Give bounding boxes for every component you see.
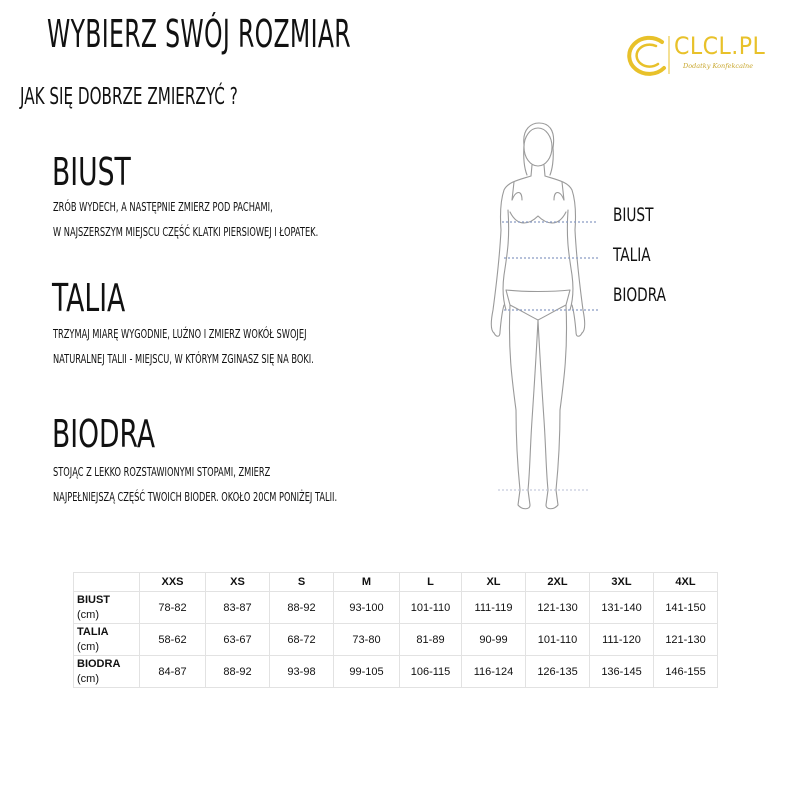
page-title: WYBIERZ SWÓJ ROZMIAR: [47, 12, 351, 56]
row-label: BIODRA: [77, 657, 121, 670]
section-text-hips: [53, 459, 337, 509]
section-text-waist: [53, 321, 314, 371]
section-heading-hips: BIODRA: [52, 412, 156, 456]
section-text-line: NAJPEŁNIEJSZĄ CZĘŚĆ TWOICH BIODER. OKOŁO 20CM PONIŻEJ TALII.: [53, 489, 338, 504]
table-cell: 83-87: [206, 592, 270, 624]
table-header-row: [74, 573, 718, 592]
row-label: TALIA: [77, 625, 109, 638]
section-text-line: W NAJSZERSZYM MIEJSCU CZĘŚĆ KLATKI PIERSIOWEJ I ŁOPATEK.: [53, 224, 319, 239]
table-cell: 73-80: [334, 624, 400, 656]
table-header-cell: 4XL: [654, 573, 718, 592]
figure-label-hips: BIODRA: [613, 284, 667, 306]
table-header-cell: S: [270, 573, 334, 592]
table-header-cell: XXS: [140, 573, 206, 592]
table-header-cell: [74, 573, 140, 592]
table-row-header: [74, 592, 140, 624]
page-subtitle: JAK SIĘ DOBRZE ZMIERZYĆ ?: [20, 84, 238, 110]
section-text-line: ZRÓB WYDECH, A NASTĘPNIE ZMIERZ POD PACHAMI,: [53, 199, 273, 214]
table-cell: 101-110: [400, 592, 462, 624]
table-header-cell: 3XL: [590, 573, 654, 592]
table-header-cell: L: [400, 573, 462, 592]
table-cell: 68-72: [270, 624, 334, 656]
row-label: BIUST: [77, 593, 110, 606]
section-text-line: TRZYMAJ MIARĘ WYGODNIE, LUŹNO I ZMIERZ WOKÓŁ SWOJEJ: [53, 326, 307, 341]
table-cell: 90-99: [462, 624, 526, 656]
table-cell: 111-120: [590, 624, 654, 656]
table-row: [74, 592, 718, 624]
table-cell: 121-130: [654, 624, 718, 656]
table-cell: 141-150: [654, 592, 718, 624]
size-table: [73, 572, 718, 688]
table-cell: 78-82: [140, 592, 206, 624]
table-cell: 131-140: [590, 592, 654, 624]
table-cell: 116-124: [462, 656, 526, 688]
table-row: [74, 624, 718, 656]
table-header-cell: XL: [462, 573, 526, 592]
brand-logo-text: CLCL.PL: [674, 32, 766, 60]
table-cell: 106-115: [400, 656, 462, 688]
section-heading-waist: TALIA: [52, 276, 126, 320]
table-cell: 84-87: [140, 656, 206, 688]
section-text-line: STOJĄC Z LEKKO ROZSTAWIONYMI STOPAMI, ZMIERZ: [53, 464, 271, 479]
table-cell: 88-92: [270, 592, 334, 624]
table-cell: 111-119: [462, 592, 526, 624]
table-header-cell: XS: [206, 573, 270, 592]
brand-logo-tagline: Dodatky Konfekcalne: [683, 62, 754, 70]
table-cell: 93-100: [334, 592, 400, 624]
section-text-line: NATURALNEJ TALII - MIEJSCU, W KTÓRYM ZGINASZ SIĘ NA BOKI.: [53, 351, 314, 366]
table-cell: 146-155: [654, 656, 718, 688]
table-cell: 81-89: [400, 624, 462, 656]
table-cell: 88-92: [206, 656, 270, 688]
table-cell: 99-105: [334, 656, 400, 688]
table-cell: 121-130: [526, 592, 590, 624]
table-row: [74, 656, 718, 688]
body-figure-icon: [478, 120, 608, 520]
table-cell: 136-145: [590, 656, 654, 688]
table-header-cell: 2XL: [526, 573, 590, 592]
table-row-header: [74, 656, 140, 688]
section-text-bust: [53, 194, 318, 244]
table-cell: 58-62: [140, 624, 206, 656]
row-unit: (cm): [77, 672, 99, 685]
table-cell: 101-110: [526, 624, 590, 656]
table-row-header: [74, 624, 140, 656]
row-unit: (cm): [77, 608, 99, 621]
table-header-cell: M: [334, 573, 400, 592]
figure-label-waist: TALIA: [613, 244, 651, 266]
table-cell: 93-98: [270, 656, 334, 688]
section-heading-bust: BIUST: [52, 150, 131, 194]
table-cell: 126-135: [526, 656, 590, 688]
table-cell: 63-67: [206, 624, 270, 656]
figure-label-bust: BIUST: [613, 204, 654, 226]
row-unit: (cm): [77, 640, 99, 653]
